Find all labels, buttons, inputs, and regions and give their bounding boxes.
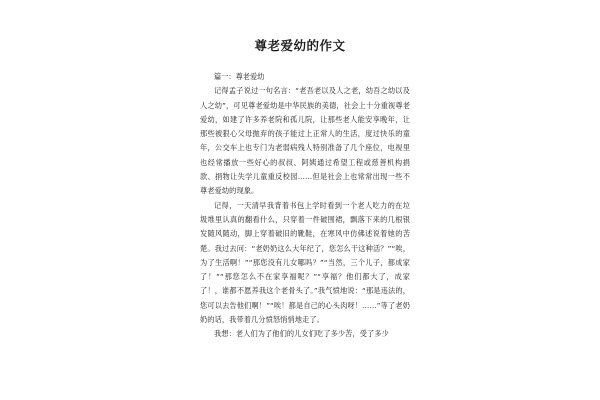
section-heading: 篇一：尊老爱幼 <box>214 72 265 81</box>
document-title: 尊老爱幼的作文 <box>254 38 346 53</box>
paragraph-1: 记得孟子说过一句名言：“老吾老以及人之老，幼吾之幼以及人之幼”，可见尊老爱幼是中华民族的美德，社会上十分重视尊老爱幼，如建了许多养老院和孤儿院，让那些老人能安享晚年，让那些被狠心父母抛弃的孩子能过上正常人的生活，度过快乐的童年，公交车上也专门为老弱病残人特别准备了几个座位，电视里也经常播放一些好心的叔叔、阿姨通过希望工程或慈善机构捐款、捐物让失学儿童重反校园……但是社会上也常常出现一些不尊老爱幼的现象。 <box>200 86 410 196</box>
paragraph-2: 记得，一天清早我背着书包上学时看到一个老人吃力的在垃圾堆里认真的翻看什么，只穿着一件破围裙，飘落下来的几根银发随风随动，脚上穿着破旧的靴鞋，在寒风中仿佛述说着她的苦楚。我过去问：“老奶奶这么大年纪了，您怎么干这种活？”“唉，为了生活啊！”“那您没有儿女哪吗？”“当然，三个儿子，都成家了！”“那您怎么不在家享福呢？”“享福？他们都大了，成家了！，谁都不愿养我这个老骨头了。”我气愤地说：“那是违法的，您可以去告他们啊！”“唉！都是自己的心头肉呀！……”等了老奶奶的话，我带着几分愤怒悄悄地走了。 <box>200 200 410 325</box>
paragraph-3: 我想：老人们为了他们的儿女们吃了多少苦，受了多少 <box>214 329 389 339</box>
document-body <box>200 70 410 342</box>
